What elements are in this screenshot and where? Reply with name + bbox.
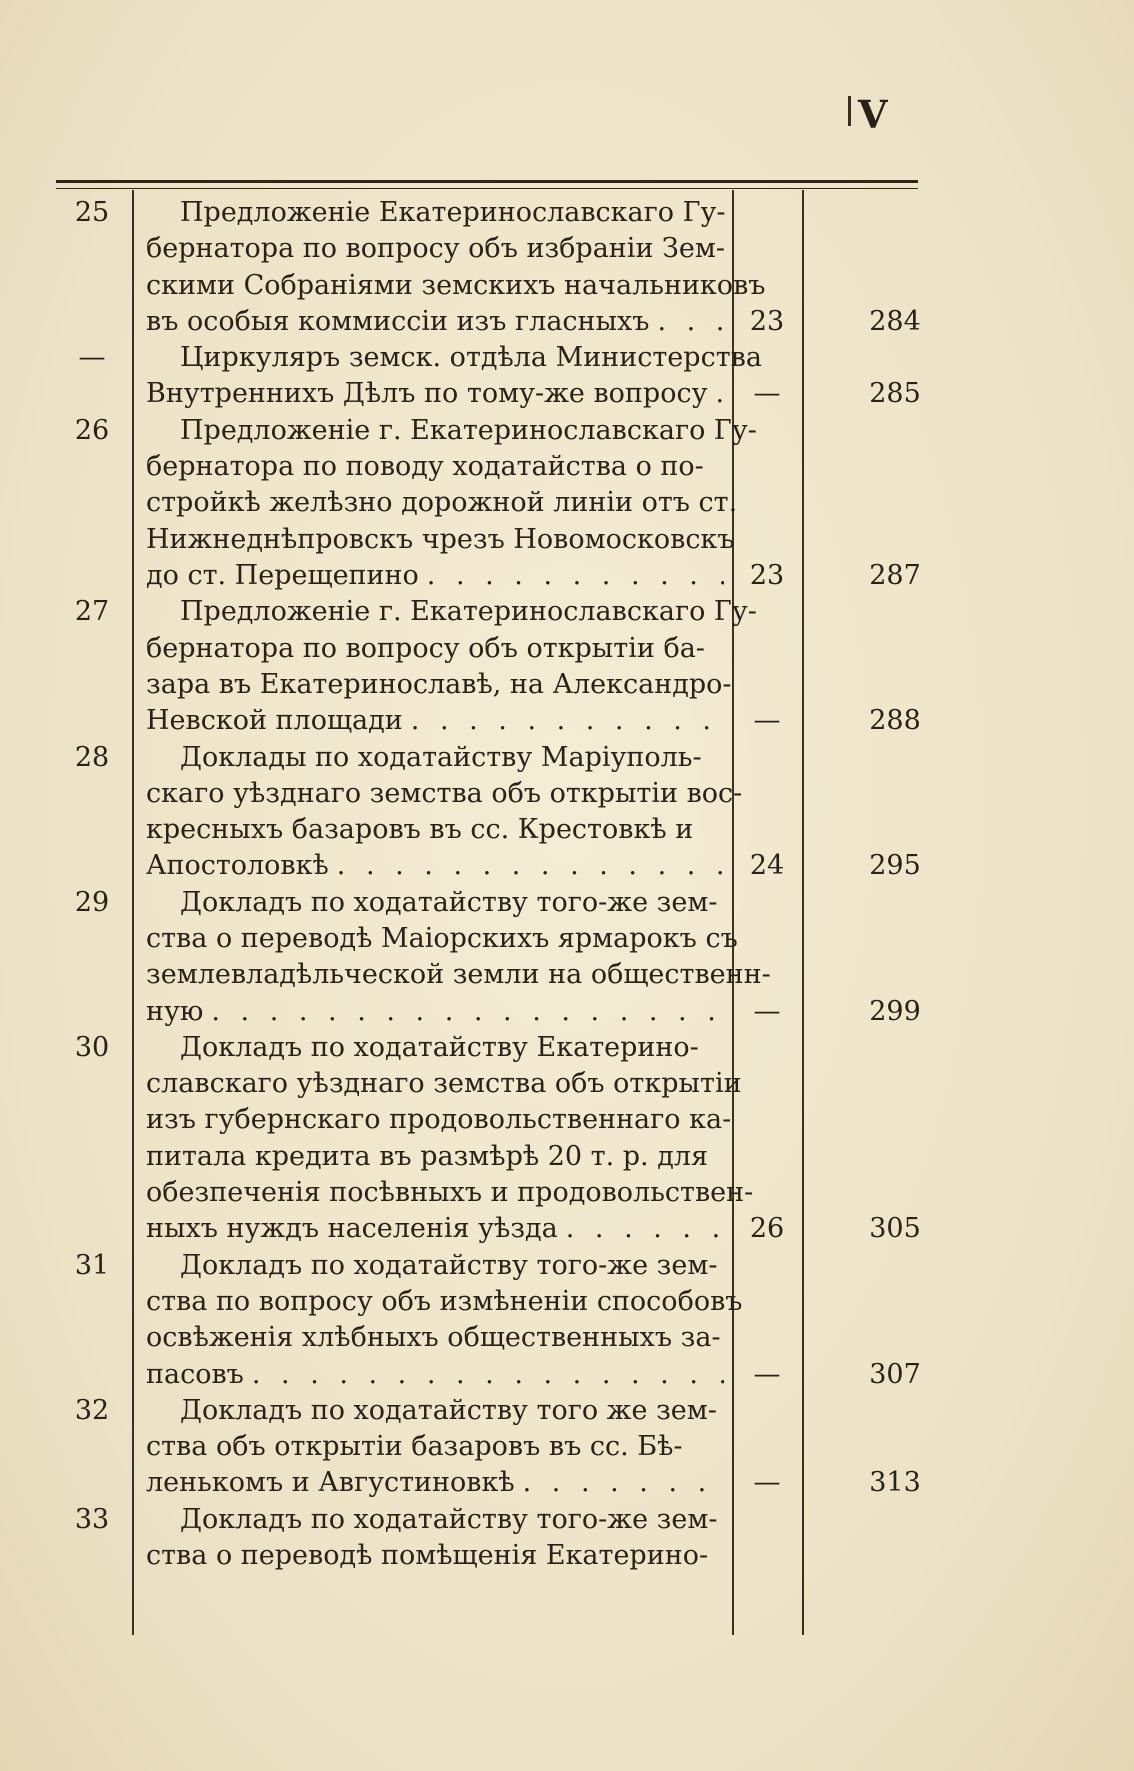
entry-line-text: бернатора по поводу ходатайства о по- [146,451,704,483]
entry-line [146,340,762,376]
entry-line [146,1030,724,1066]
entry-text [146,195,766,340]
entry-line [146,522,735,558]
top-double-rule [56,180,918,189]
entry-line-text: землевладѣльческой земли на общественн- [146,959,771,991]
entry-number: 25 [74,197,110,228]
entry-line-text: стройкѣ желѣзно дорожной линіи отъ ст. [146,487,738,519]
column-rule-left [132,190,134,1635]
dot-leader [657,304,724,340]
session-number: — [753,378,781,410]
entry-number: 27 [74,596,110,628]
column-rule-right [802,190,804,1635]
page-reference: 295 [869,850,921,882]
page-reference: 284 [869,305,921,337]
entry-line [146,1139,724,1175]
entry-line [146,885,724,921]
entry-line-text: Доклады по ходатайству Маріуполь- [180,741,702,773]
entry-line-text: ства объ открытіи базаровъ въ сс. Бѣ- [146,1431,683,1463]
page-reference: 307 [869,1358,921,1390]
dot-leader [566,1211,724,1247]
entry-text [146,1030,754,1248]
entry-line [146,740,724,776]
dot-leader [411,703,724,739]
entry-line-text: Циркуляръ земск. отдѣла Министерства [180,342,762,374]
entry-number: 33 [74,1503,110,1535]
entry-line [146,703,724,739]
entry-line-text: пасовъ [146,1358,244,1390]
entry-line [146,268,766,304]
page-reference: 305 [869,1213,921,1245]
entry-line-text: Докладъ по ходатайству того же зем- [180,1394,717,1426]
entry-text [146,740,743,885]
entry-line [146,848,724,884]
entry-text [146,1393,724,1502]
entry-line-text: ства о переводѣ помѣщенія Екатерино- [146,1540,709,1572]
entry-line [146,1465,724,1501]
dot-leader [337,848,724,884]
entry-line [146,921,738,957]
entry-line [146,1248,724,1284]
entry-line [146,594,757,630]
session-number: 23 [749,305,785,337]
entry-line [146,667,732,703]
page-number-bar [848,96,851,126]
entry-line-text: Предложеніе г. Екатеринославскаго Гу- [180,596,757,628]
entry-number: 29 [74,886,110,918]
entry-number: 31 [74,1249,110,1281]
entry-line-text: ства о переводѣ Маіорскихъ ярмарокъ съ [146,922,738,954]
entry-line-text: освѣженія хлѣбныхъ общественныхъ за- [146,1322,721,1354]
entry-line [146,1320,724,1356]
entry-line [146,1066,742,1102]
page-reference: 299 [869,995,921,1027]
entry-line-text: питала кредита въ размѣрѣ 20 т. р. для [146,1140,709,1172]
entry-line [146,485,738,521]
entry-line [146,631,724,667]
entry-text [146,885,771,1030]
entry-text [146,594,757,739]
entry-line [146,957,771,993]
session-number: 23 [749,559,785,591]
entry-line-text: бернатора по вопросу объ открытіи ба- [146,632,705,664]
entry-line-text: ныхъ нуждъ населенія уѣзда [146,1213,558,1245]
entry-line-text: зара въ Екатеринославѣ, на Александро- [146,668,732,700]
entry-text [146,1502,724,1575]
entry-line [146,376,724,412]
session-number: — [753,705,781,737]
dot-leader [715,376,724,412]
dot-leader [427,558,724,594]
entry-line [146,1429,724,1465]
entry-line-text: ства по вопросу объ измѣненіи способовъ [146,1285,743,1317]
entry-line [146,1211,724,1247]
entry-line-text: Докладъ по ходатайству того-же зем- [180,1503,718,1535]
entry-line-text: Докладъ по ходатайству того-же зем- [180,1249,718,1281]
entry-line-text: бернатора по вопросу объ избраніи Зем- [146,233,725,265]
entry-line [146,1357,724,1393]
entry-number: 28 [74,741,110,773]
entry-line-text: скаго уѣзднаго земства объ открытіи вос- [146,777,743,809]
entry-line [146,1175,754,1211]
entry-line-text: Внутреннихъ Дѣлъ по тому-же вопросу [146,378,708,410]
page-reference: 288 [869,705,921,737]
entry-line-text: Невской площади [146,705,403,737]
session-number: 26 [749,1213,785,1245]
entry-number: — [78,342,106,374]
entry-line-text: до ст. Перещепино [146,559,419,591]
entry-line [146,304,724,340]
entry-text [146,1248,743,1393]
dot-leader [211,994,724,1030]
entry-line [146,449,724,485]
session-number: — [753,995,781,1027]
page-reference: 313 [869,1467,921,1499]
entry-line-text: кресныхъ базаровъ въ сс. Крестовкѣ и [146,814,694,846]
entry-number: 32 [74,1394,110,1426]
entry-line-text: ную [146,995,204,1027]
entry-line [146,812,724,848]
entry-line-text: изъ губернскаго продовольственнаго ка- [146,1104,732,1136]
entry-line [146,195,724,231]
entry-line [146,558,724,594]
entry-line [146,776,743,812]
page-number: V [858,92,889,137]
page-reference: 287 [869,559,921,591]
entry-line [146,1284,743,1320]
entry-line-text: Предложеніе г. Екатеринославскаго Гу- [180,414,757,446]
entry-line [146,413,757,449]
entry-line [146,1393,724,1429]
entry-number: 30 [74,1031,110,1063]
entry-number: 26 [74,414,110,446]
entry-line [146,231,724,267]
entry-line [146,1102,732,1138]
entry-line-text: Апостоловкѣ [146,850,329,882]
entry-line-text: скими Собраніями земскихъ начальниковъ [146,269,766,301]
session-number: — [753,1467,781,1499]
session-number: 24 [749,850,785,882]
entry-line-text: Докладъ по ходатайству того-же зем- [180,886,718,918]
entry-line-text: обезпеченія посѣвныхъ и продовольствен- [146,1177,754,1209]
entry-line [146,1502,724,1538]
page-reference: 285 [869,378,921,410]
dot-leader [523,1465,724,1501]
entry-line-text: въ особыя коммиссіи изъ гласныхъ [146,305,650,337]
entry-text [146,413,757,594]
entry-line-text: Нижнеднѣпровскъ чрезъ Новомосковскъ [146,523,735,555]
entry-line [146,994,724,1030]
entry-line-text: Докладъ по ходатайству Екатерино- [180,1031,699,1063]
entry-line-text: славскаго уѣзднаго земства объ открытіи [146,1068,742,1100]
session-number: — [753,1358,781,1390]
dot-leader [252,1357,724,1393]
entry-text [146,340,762,413]
entry-line-text: ленькомъ и Августиновкѣ [146,1467,515,1499]
entry-line-text: Предложеніе Екатеринославскаго Гу- [180,197,726,228]
entry-line [146,1538,724,1574]
